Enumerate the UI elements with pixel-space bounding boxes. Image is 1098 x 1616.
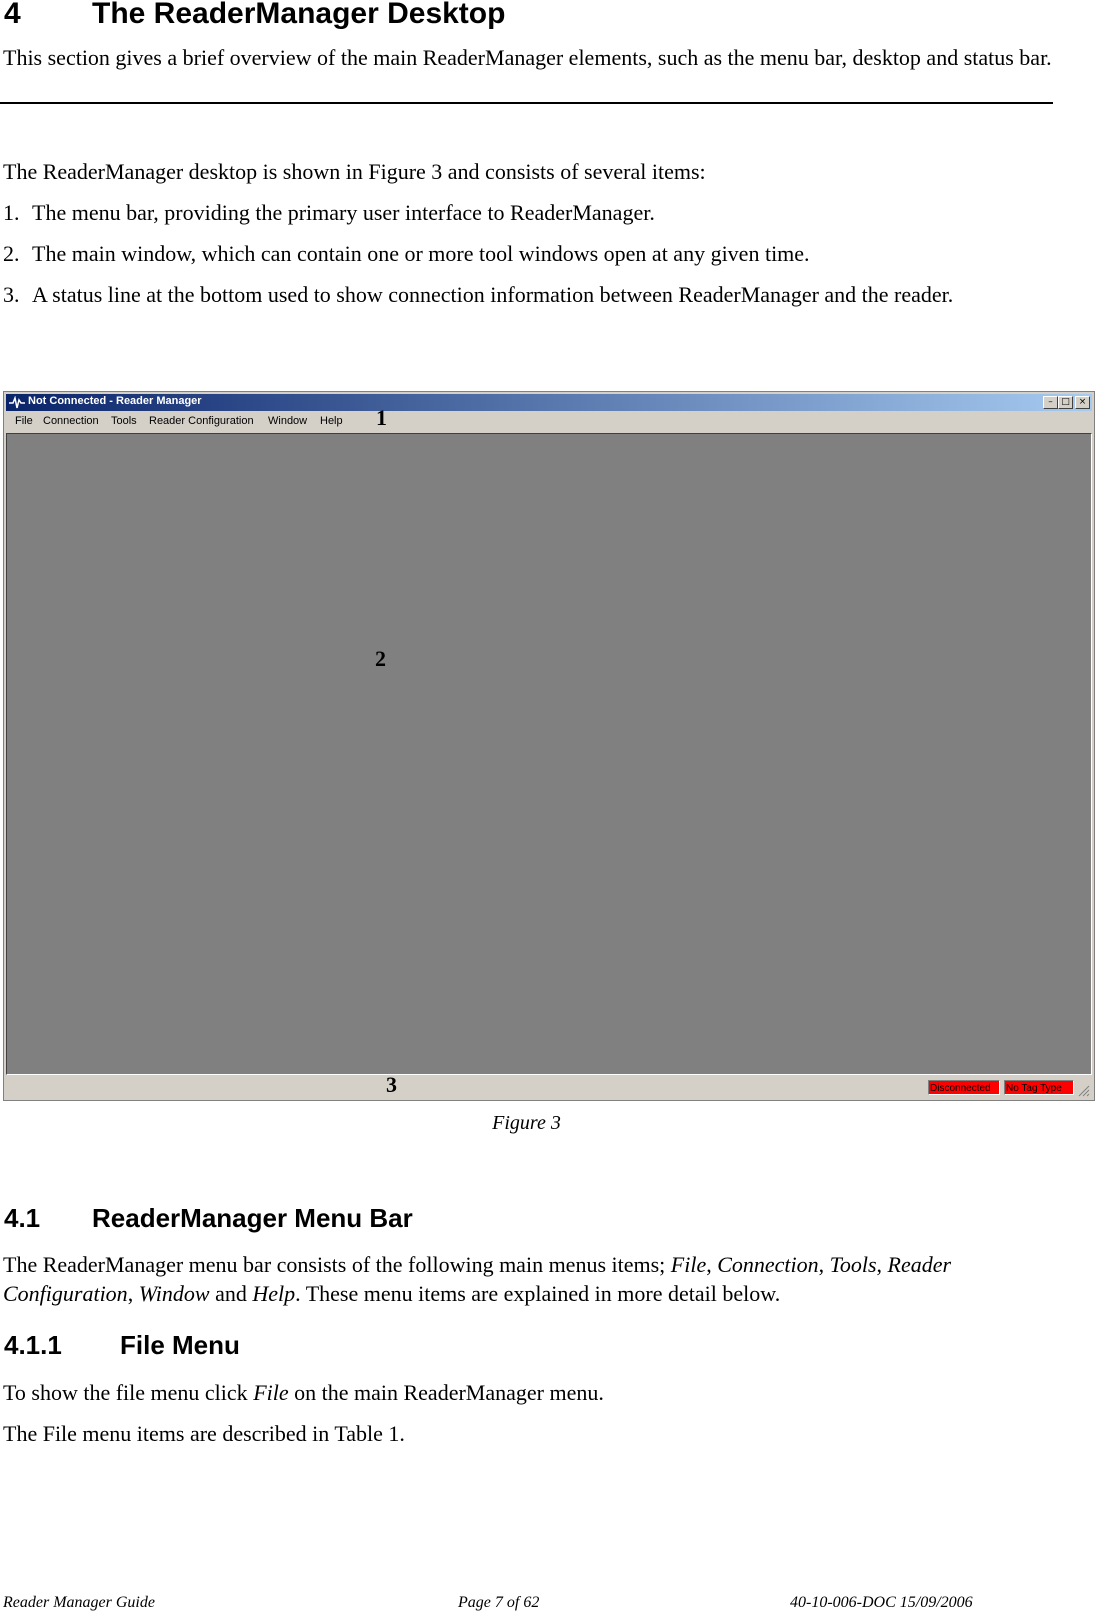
list-item-number: 3. xyxy=(3,282,20,307)
close-button[interactable] xyxy=(1075,396,1090,409)
menu-name: File xyxy=(253,1380,289,1405)
figure-caption: Figure 3 xyxy=(492,1112,561,1134)
separator: , xyxy=(706,1252,718,1277)
callout-2: 2 xyxy=(375,646,386,671)
footer-doc-id: 40-10-006-DOC 15/09/2006 xyxy=(790,1594,973,1611)
text-run: The ReaderManager menu bar consists of the following main menus items; xyxy=(3,1252,671,1277)
menu-tools[interactable]: Tools xyxy=(111,415,137,427)
text-run: . These menu items are explained in more detail below. xyxy=(295,1281,781,1306)
menu-name: Tools xyxy=(829,1252,877,1277)
close-icon: × xyxy=(1078,397,1087,407)
file-menu-paragraph xyxy=(3,1378,1048,1407)
list-item: A status line at the bottom used to show connection information between ReaderManager and the reader. xyxy=(32,282,954,307)
list-item-number: 1. xyxy=(3,200,20,225)
maximize-icon: □ xyxy=(1061,397,1070,407)
menu-connection[interactable]: Connection xyxy=(43,415,99,427)
footer-page-number: Page 7 of 62 xyxy=(458,1594,540,1611)
minimize-button[interactable] xyxy=(1043,396,1058,409)
status-bar xyxy=(6,1072,1092,1099)
maximize-button[interactable] xyxy=(1058,396,1073,409)
section-lead: The ReaderManager desktop is shown in Figure 3 and consists of several items: xyxy=(3,159,706,184)
minimize-icon: – xyxy=(1048,397,1053,407)
separator: , xyxy=(818,1252,830,1277)
separator: , xyxy=(127,1281,139,1306)
connection-status: Disconnected xyxy=(928,1080,1000,1095)
list-item-number: 2. xyxy=(3,241,20,266)
reader-manager-window xyxy=(3,391,1095,1101)
separator: , xyxy=(876,1252,888,1277)
section-number: 4 xyxy=(4,0,21,30)
subsection-paragraph xyxy=(3,1250,1048,1308)
callout-3: 3 xyxy=(386,1072,397,1097)
menu-help[interactable]: Help xyxy=(320,415,343,427)
section-title: The ReaderManager Desktop xyxy=(92,0,506,30)
waveform-icon xyxy=(9,396,25,409)
tag-type-status: No Tag Type xyxy=(1004,1080,1074,1095)
menu-name: Help xyxy=(252,1281,296,1306)
subsection-title: ReaderManager Menu Bar xyxy=(92,1203,413,1233)
menu-reader-configuration[interactable]: Reader Configuration xyxy=(149,415,254,427)
menu-name: File xyxy=(670,1252,707,1277)
menu-window[interactable]: Window xyxy=(268,415,308,427)
menu-file[interactable]: File xyxy=(15,415,33,427)
window-title: Not Connected - Reader Manager xyxy=(28,395,202,407)
menu-bar xyxy=(6,405,1092,432)
footer-doc-title: Reader Manager Guide xyxy=(3,1594,155,1611)
text-run: To show the file menu click xyxy=(3,1380,254,1405)
callout-1: 1 xyxy=(376,405,387,430)
menu-name: Reader Configuration xyxy=(3,1252,952,1306)
section-divider xyxy=(0,102,1053,104)
file-menu-table-reference: The File menu items are described in Table 1. xyxy=(3,1421,405,1446)
title-bar[interactable] xyxy=(6,394,1092,411)
resize-grip-icon[interactable] xyxy=(1076,1083,1090,1097)
mdi-client-area[interactable] xyxy=(6,433,1092,1075)
menu-name: Connection xyxy=(717,1252,819,1277)
list-item: The main window, which can contain one or more tool windows open at any given time. xyxy=(32,241,810,266)
subsubsection-title: File Menu xyxy=(120,1330,240,1360)
subsubsection-number: 4.1.1 xyxy=(4,1330,62,1360)
text-run: on the main ReaderManager menu. xyxy=(288,1380,604,1405)
subsection-number: 4.1 xyxy=(4,1203,41,1233)
text-run: and xyxy=(209,1281,253,1306)
list-item: The menu bar, providing the primary user interface to ReaderManager. xyxy=(32,200,655,225)
menu-name: Window xyxy=(138,1281,210,1306)
section-intro: This section gives a brief overview of the main ReaderManager elements, such as the menu bar, desktop and status bar. xyxy=(3,45,1052,70)
